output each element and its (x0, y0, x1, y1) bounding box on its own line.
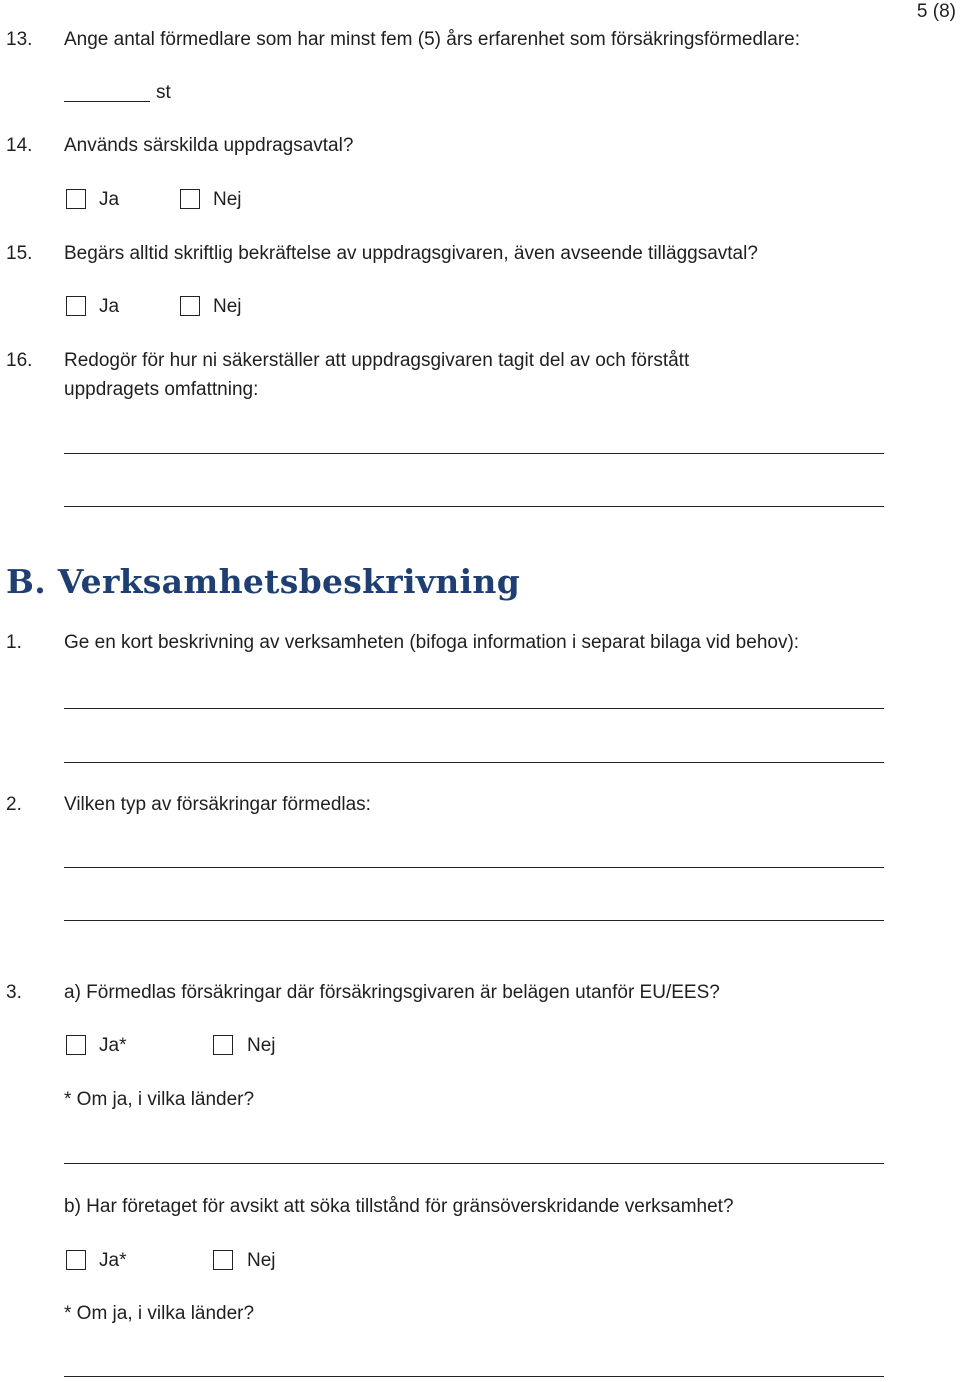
b3b-ja-label: Ja* (99, 1250, 127, 1271)
count-input-line[interactable] (64, 101, 150, 102)
b1-answer-line-2[interactable] (64, 762, 884, 763)
question-15-text: Begärs alltid skriftlig bekräftelse av uppdragsgivaren, även avseende tilläggsavtal? (64, 243, 758, 264)
q15-ja-label: Ja (99, 296, 120, 317)
b3a-ja-label: Ja* (99, 1035, 127, 1056)
question-16-text-line2: uppdragets omfattning: (64, 379, 259, 400)
count-unit-label: st (156, 82, 171, 103)
section-b-heading: B. Verksamhetsbeskrivning (6, 562, 521, 601)
b3a-ja-checkbox[interactable] (66, 1035, 86, 1055)
b2-answer-line-1[interactable] (64, 867, 884, 868)
b3b-ja-checkbox[interactable] (66, 1250, 86, 1270)
b1-number: 1. (6, 632, 22, 653)
question-14-text: Används särskilda uppdragsavtal? (64, 135, 354, 156)
q16-answer-line-2[interactable] (64, 506, 884, 507)
question-15-number: 15. (6, 243, 33, 264)
q14-ja-label: Ja (99, 189, 120, 210)
q15-nej-label: Nej (213, 296, 242, 317)
question-16-number: 16. (6, 350, 33, 371)
page-number: 5 (8) (916, 1, 956, 22)
b3a-nej-checkbox[interactable] (213, 1035, 233, 1055)
b2-answer-line-2[interactable] (64, 920, 884, 921)
b1-text: Ge en kort beskrivning av verksamheten (bifoga information i separat bilaga vid behov): (64, 632, 800, 653)
q14-nej-label: Nej (213, 189, 242, 210)
b3a-text: a) Förmedlas försäkringar där försäkringsgivaren är belägen utanför EU/EES? (64, 982, 720, 1003)
b2-number: 2. (6, 794, 22, 815)
q14-ja-checkbox[interactable] (66, 189, 86, 209)
question-14-number: 14. (6, 135, 33, 156)
b2-text: Vilken typ av försäkringar förmedlas: (64, 794, 371, 815)
q15-ja-checkbox[interactable] (66, 296, 86, 316)
b1-answer-line-1[interactable] (64, 708, 884, 709)
b3b-nej-checkbox[interactable] (213, 1250, 233, 1270)
b3a-followup-text: * Om ja, i vilka länder? (64, 1089, 255, 1110)
question-13-text: Ange antal förmedlare som har minst fem (5) års erfarenhet som försäkringsförmedlare: (64, 29, 801, 50)
b3b-text: b) Har företaget för avsikt att söka tillstånd för gränsöverskridande verksamhet? (64, 1196, 734, 1217)
question-13-number: 13. (6, 29, 33, 50)
b3b-nej-label: Nej (247, 1250, 276, 1271)
q14-nej-checkbox[interactable] (180, 189, 200, 209)
q15-nej-checkbox[interactable] (180, 296, 200, 316)
b3b-countries-line[interactable] (64, 1376, 884, 1377)
b3b-followup-text: * Om ja, i vilka länder? (64, 1303, 255, 1324)
b3a-nej-label: Nej (247, 1035, 276, 1056)
question-16-text-line1: Redogör för hur ni säkerställer att uppdragsgivaren tagit del av och förstått (64, 350, 690, 371)
b3-number: 3. (6, 982, 22, 1003)
q16-answer-line-1[interactable] (64, 453, 884, 454)
b3a-countries-line[interactable] (64, 1163, 884, 1164)
